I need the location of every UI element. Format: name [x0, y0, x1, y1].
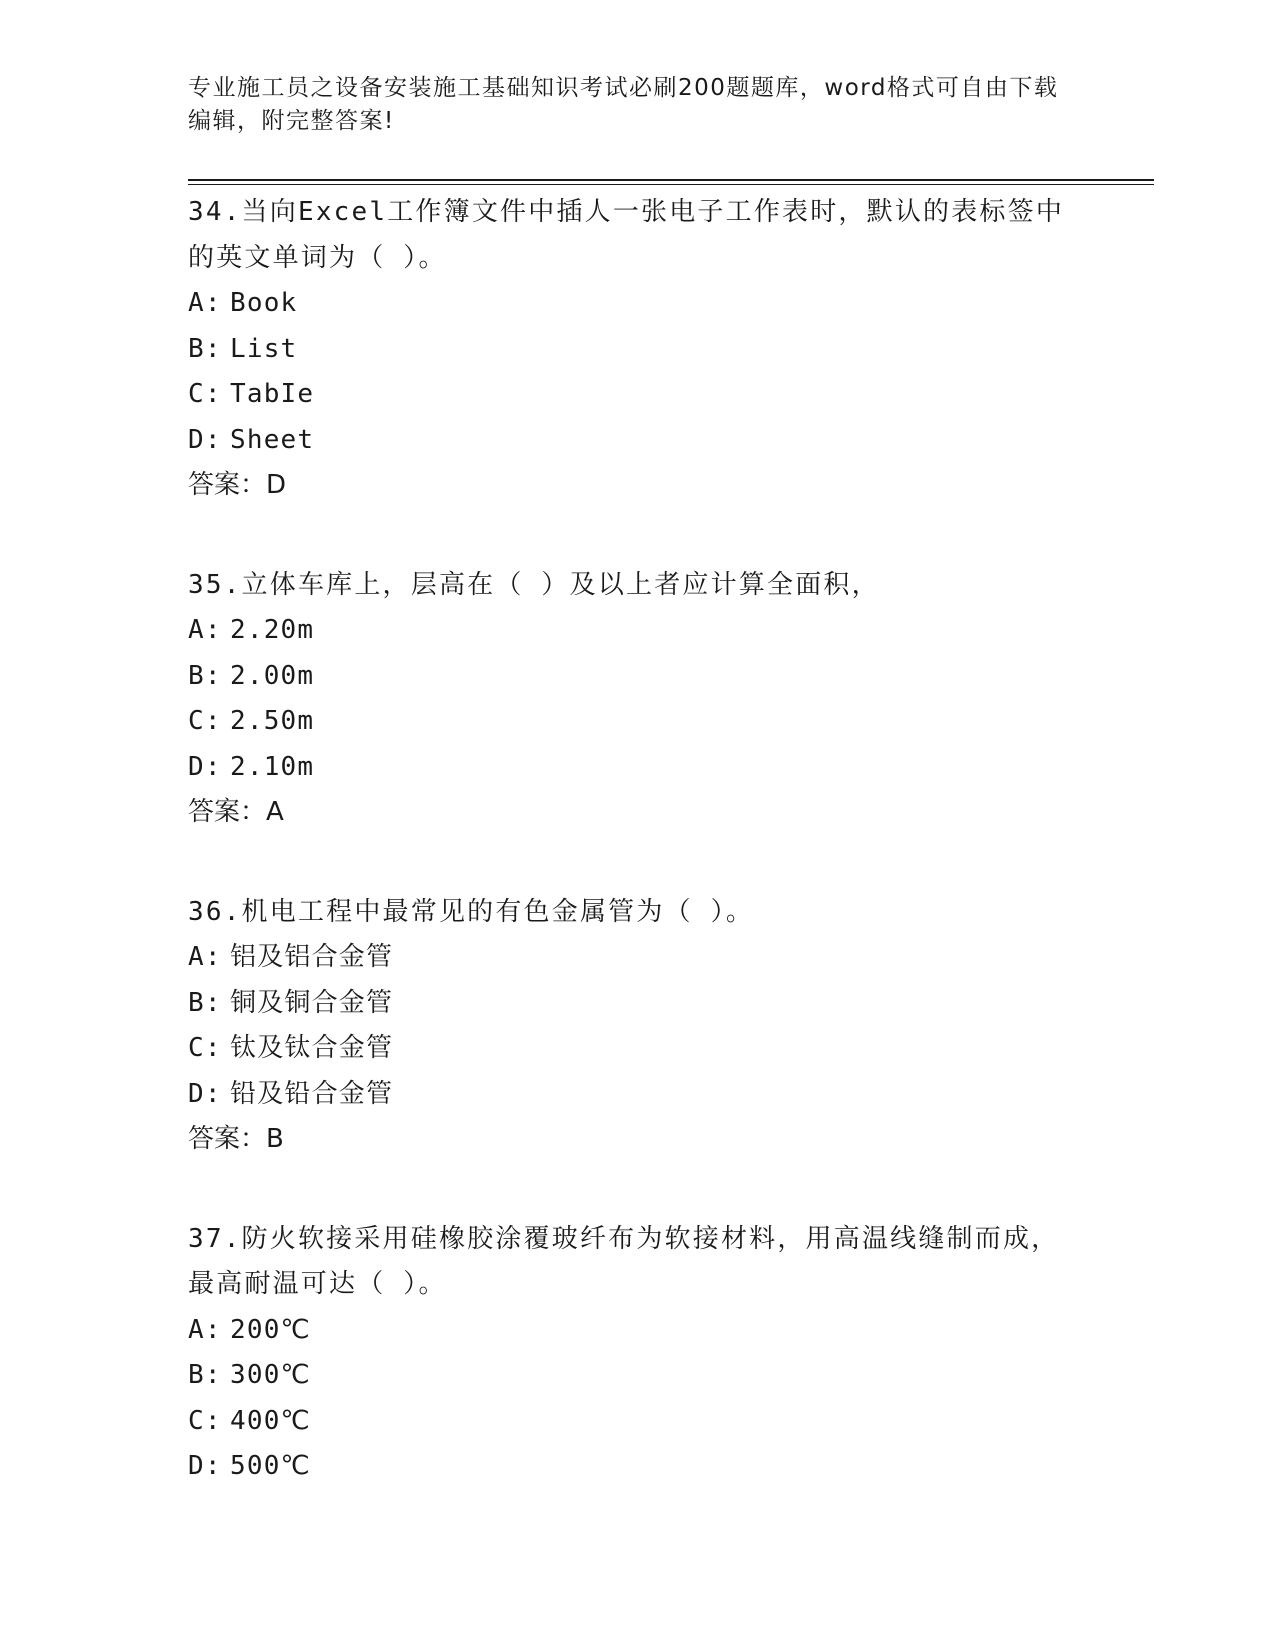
header-divider-thick: [188, 179, 1154, 181]
question-35: [188, 563, 1154, 836]
question-37: [188, 1217, 1154, 1490]
question-text-line: 35.立体车库上，层高在（ ）及以上者应计算全面积，: [188, 569, 880, 600]
option-label: C:: [188, 1405, 222, 1436]
option-a: [188, 935, 1154, 981]
option-text: 铝及铝合金管: [230, 942, 394, 972]
header-divider-thin: [188, 184, 1154, 185]
option-a: [188, 281, 1154, 327]
question-text-line: 36.机电工程中最常见的有色金属管为（ ）。: [188, 896, 755, 927]
question-text-line: 37.防火软接采用硅橡胶涂覆玻纤布为软接材料，用高温线缝制而成，: [188, 1223, 1060, 1254]
option-text: 2.00m: [230, 660, 315, 691]
option-text: Book: [230, 288, 298, 318]
option-c: [188, 372, 1154, 418]
option-text: 300℃: [230, 1360, 311, 1390]
option-label: A:: [188, 942, 222, 972]
option-text: 200℃: [230, 1314, 311, 1345]
option-label: D:: [188, 1451, 222, 1481]
option-label: C:: [188, 379, 222, 409]
question-text-line: 的英文单词为（ ）。: [188, 242, 447, 273]
option-label: B:: [188, 333, 222, 364]
option-d: [188, 1072, 1154, 1118]
option-label: A:: [188, 288, 222, 318]
answer-line: 答案：B: [188, 1124, 284, 1154]
option-label: B:: [188, 660, 222, 691]
option-label: C:: [188, 1033, 222, 1063]
option-a: [188, 1308, 1154, 1354]
option-label: D:: [188, 1078, 222, 1109]
option-b: [188, 981, 1154, 1027]
question-text-line: 34.当向Excel工作簿文件中插人一张电子工作表时，默认的表标签中: [188, 197, 1065, 227]
option-d: [188, 745, 1154, 791]
option-a: [188, 608, 1154, 654]
question-text-line: 最高耐温可达（ ）。: [188, 1269, 447, 1299]
option-d: [188, 1444, 1154, 1490]
answer-line: 答案：D: [188, 470, 287, 500]
option-d: [188, 418, 1154, 464]
question-list: [188, 190, 1154, 1544]
option-label: B:: [188, 987, 222, 1018]
option-text: 铜及铜合金管: [230, 987, 394, 1018]
question-34: [188, 190, 1154, 509]
option-b: [188, 1353, 1154, 1399]
option-label: D:: [188, 751, 222, 782]
option-text: 2.10m: [230, 751, 315, 782]
option-text: 500℃: [230, 1451, 311, 1481]
option-text: 2.50m: [230, 706, 315, 736]
option-c: [188, 1026, 1154, 1072]
option-c: [188, 1399, 1154, 1445]
option-label: A:: [188, 1314, 222, 1345]
option-text: List: [230, 333, 298, 364]
option-text: Sheet: [230, 424, 315, 455]
question-36: [188, 890, 1154, 1163]
option-label: A:: [188, 615, 222, 645]
option-b: [188, 654, 1154, 700]
answer-line: 答案：A: [188, 797, 284, 827]
document-header: [188, 72, 1068, 138]
option-b: [188, 327, 1154, 373]
option-text: 2.20m: [230, 615, 315, 645]
option-label: D:: [188, 424, 222, 455]
header-line-2: 编辑，附完整答案!: [188, 108, 395, 134]
header-line-1: 专业施工员之设备安装施工基础知识考试必刷200题题库，word格式可自由下载: [188, 75, 1059, 101]
option-text: 铅及铅合金管: [230, 1078, 394, 1109]
option-label: B:: [188, 1360, 222, 1390]
option-text: TabIe: [230, 379, 315, 409]
option-c: [188, 699, 1154, 745]
option-text: 400℃: [230, 1405, 311, 1436]
option-text: 钛及钛合金管: [230, 1033, 394, 1063]
option-label: C:: [188, 706, 222, 736]
